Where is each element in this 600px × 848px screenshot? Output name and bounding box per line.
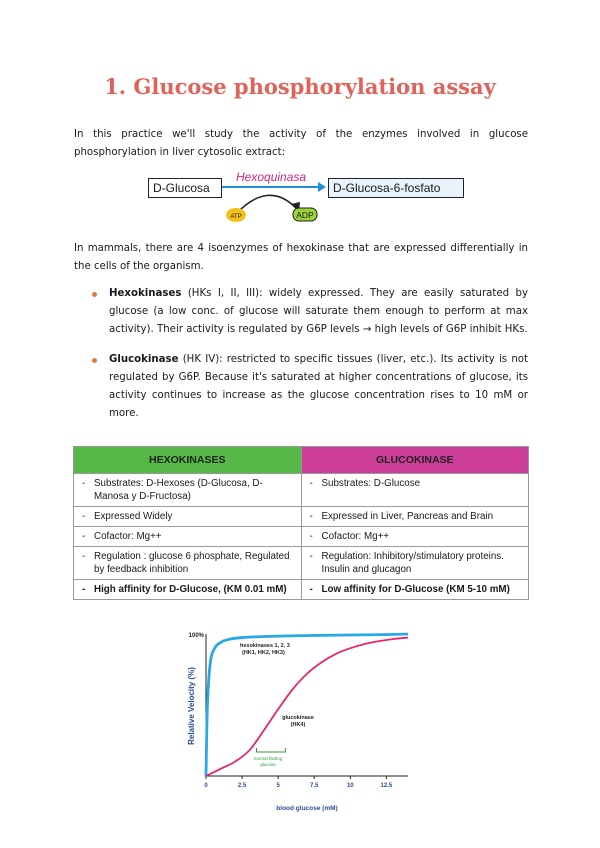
x-tick-label: 0	[204, 783, 208, 789]
reaction-diagram	[148, 170, 468, 232]
table-row	[74, 580, 529, 600]
fasting-label: normal fasting	[253, 756, 283, 761]
velocity-chart	[168, 626, 418, 814]
x-tick-label: 7.5	[310, 783, 319, 789]
fasting-sublabel: glucose	[260, 762, 276, 767]
bullet-text: (HK IV): restricted to specific tissues (liver, etc.). Its activity is not regulated by G6P. Because it's saturated at higher concentrations of glucose, its activity continues to increase as the glucose concentration rises to 10 mM or more.	[109, 354, 528, 419]
table-cell: - Cofactor: Mg++	[301, 527, 529, 547]
bullet-dot-icon	[92, 358, 97, 363]
hexokinase-sublabel: (HK1, HK2, HK3)	[242, 650, 285, 656]
hexokinase-curve	[206, 634, 408, 776]
cofactor-arc	[236, 195, 296, 214]
table-cell: - Substrates: D-Glucose	[301, 474, 529, 507]
table-row	[74, 527, 529, 547]
bullet-term: Glucokinase	[109, 354, 179, 365]
y-axis-title: Relative Velocity (%)	[187, 667, 196, 745]
table-header-row	[74, 447, 529, 474]
table-cell: - Low affinity for D-Glucose (KM 5-10 mM)	[301, 580, 529, 600]
table-cell: - Regulation : glucose 6 phosphate, Regulated by feedback inhibition	[74, 547, 302, 580]
x-tick-label: 12.5	[380, 783, 393, 789]
intro-paragraph: In this practice we'll study the activity of the enzymes involved in glucose phosphorylation in liver cytosolic extract:	[74, 129, 528, 158]
table-cell: - Cofactor: Mg++	[74, 527, 302, 547]
product-box: D-Glucosa-6-fosfato	[328, 178, 464, 198]
table-cell: - Regulation: Inhibitory/stimulatory proteins. Insulin and glucagon	[301, 547, 529, 580]
header-glucokinase: GLUCOKINASE	[301, 447, 529, 474]
x-axis-title: blood glucose (mM)	[276, 805, 338, 812]
glucokinase-sublabel: (HK4)	[290, 722, 306, 728]
bullet-list	[92, 285, 528, 431]
main-arrow-head	[318, 182, 326, 192]
table-row	[74, 547, 529, 580]
page-title: 1. Glucose phosphorylation assay	[104, 74, 496, 99]
bullet-text: (HKs I, II, III): widely expressed. They are easily saturated by glucose (a low conc. of glucose will saturate them enough to perform at max activity). Their activity is regulated by G6P levels → high levels of G6P inhibit HKs.	[109, 288, 528, 335]
table-cell: - Substrates: D-Hexoses (D-Glucosa, D-Manosa y D-Fructosa)	[74, 474, 302, 507]
bullet-hexokinases	[92, 285, 528, 339]
bullet-dot-icon	[92, 292, 97, 297]
hexokinase-label: hexokinases 1, 2, 3	[240, 643, 290, 649]
x-tick-label: 10	[346, 783, 354, 789]
y-tick-label: 100%	[188, 633, 204, 639]
table-cell: - Expressed in Liver, Pancreas and Brain	[301, 507, 529, 527]
isoenzymes-paragraph: In mammals, there are 4 isoenzymes of hexokinase that are expressed differentially in the cells of the organism.	[74, 243, 528, 272]
table-row	[74, 474, 529, 507]
header-hexokinases: HEXOKINASES	[74, 447, 302, 474]
table-cell: - Expressed Widely	[74, 507, 302, 527]
table-cell: - High affinity for D-Glucose, (KM 0.01 mM)	[74, 580, 302, 600]
fasting-bracket-line	[257, 748, 286, 752]
x-tick-label: 2.5	[237, 783, 247, 789]
fasting-bracket	[257, 748, 286, 752]
enzyme-label: Hexoquinasa	[236, 170, 307, 184]
bullet-term: Hexokinases	[109, 288, 182, 299]
atp-label: ATP	[230, 214, 242, 220]
substrate-box: D-Glucosa	[148, 178, 222, 198]
glucokinase-label: glucokinase	[282, 715, 314, 721]
adp-label: ADP	[296, 210, 314, 220]
table-row	[74, 507, 529, 527]
comparison-table	[73, 446, 529, 600]
glucokinase-curve	[206, 638, 408, 776]
bullet-glucokinase	[92, 351, 528, 423]
x-tick-label: 5	[276, 783, 280, 789]
